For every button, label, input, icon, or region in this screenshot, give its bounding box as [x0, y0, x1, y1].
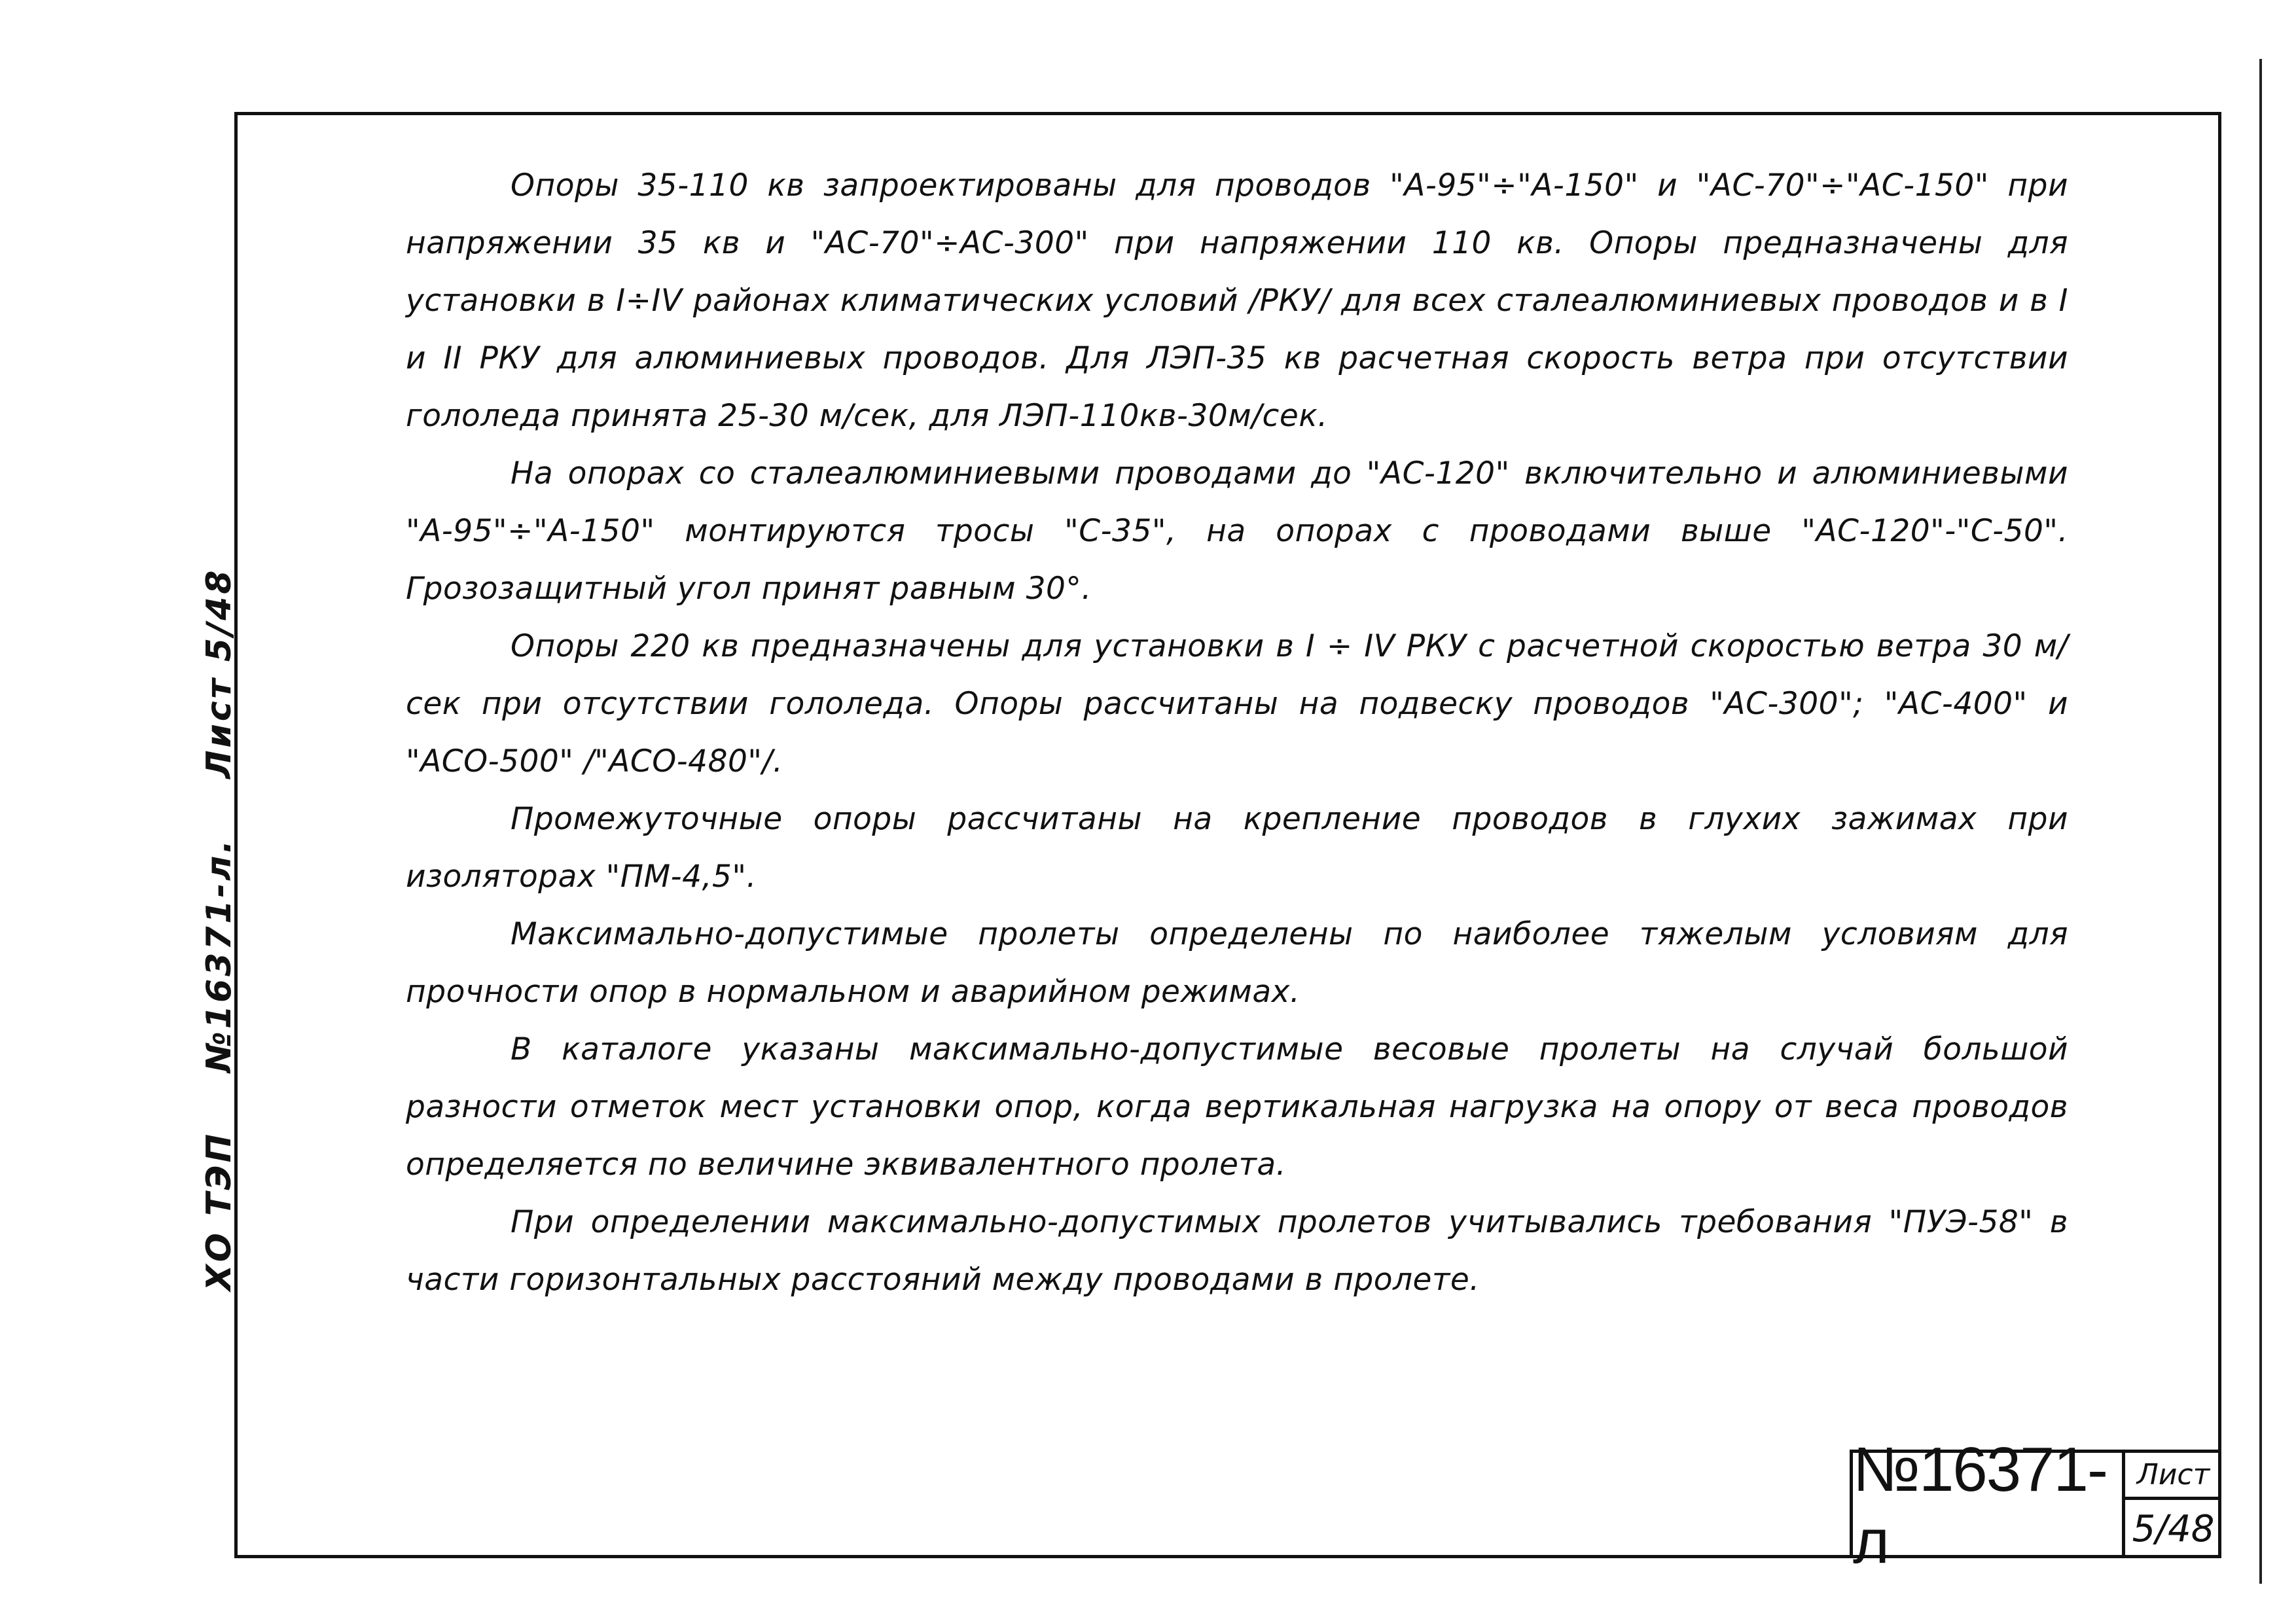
title-block-number: №16371-л: [1853, 1453, 2125, 1558]
title-block-sheet-value: 5/48: [2132, 1508, 2215, 1550]
paragraph-weight-spans: В каталоге указаны максимально-допустимые весовые пролеты на случай большой разности отметок мест установки опор, когда вертикальная нагрузка на опору от веса проводов определяется по величине эквивалентного пролета.: [406, 1031, 2068, 1183]
paragraph-220kv-towers: Опоры 220 кв предназначены для установки в I ÷ IV РКУ с расчетной скоростью ветра 30 м/сек при отсутствии гололеда. Опоры рассчитаны на подвеску проводов "АС-300"; "АС-400" и "АСО-500" /"АСО-480"/.: [406, 628, 2068, 779]
paragraph-intermediate-towers: Промежуточные опоры рассчитаны на крепление проводов в глухих зажимах при изоляторах "ПМ-4,5".: [406, 801, 2068, 895]
paragraph-max-spans: Максимально-допустимые пролеты определены по наиболее тяжелым условиям для прочности опор в нормальном и аварийном режимах.: [406, 916, 2068, 1010]
title-block: [1850, 1434, 2221, 1577]
page-edge-line: [2259, 59, 2262, 1584]
title-block-sheet-label: Лист: [2125, 1453, 2221, 1500]
paragraph-pue-requirements: При определении максимально-допустимых пролетов учитывались требования "ПУЭ-58" в части горизонтальных расстояний между проводами в пролете.: [406, 1204, 2068, 1298]
side-stamp-sheet: Лист 5/48: [200, 567, 239, 779]
paragraph-design-scope: Опоры 35-110 кв запроектированы для проводов "А-95"÷"А-150" и "АС-70"÷"АС-150" при напряжении 35 кв и "АС-70"÷АС-300" при напряжении 110 кв. Опоры предназначены для установки в I÷IV районах климатических условий /РКУ/ для всех сталеалюминиевых проводов и в I и II РКУ для алюминиевых проводов. Для ЛЭП-35 кв расчетная скорость ветра при отсутствии гололеда принята 25-30 м/сек, для ЛЭП-110кв-30м/сек.: [406, 168, 2068, 434]
side-stamp: [200, 546, 239, 1313]
paragraph-ground-wires: На опорах со сталеалюминиевыми проводами до "АС-120" включительно и алюминиевыми "А-95"÷"А-150" монтируются тросы "С-35", на опорах с проводами выше "АС-120"-"С-50". Грозозащитный угол принят равным 30°.: [406, 455, 2068, 607]
document-body: [406, 157, 2068, 1309]
side-stamp-org: ХО ТЭП: [200, 1131, 239, 1291]
side-stamp-doc-number: №16371-л.: [200, 837, 239, 1073]
